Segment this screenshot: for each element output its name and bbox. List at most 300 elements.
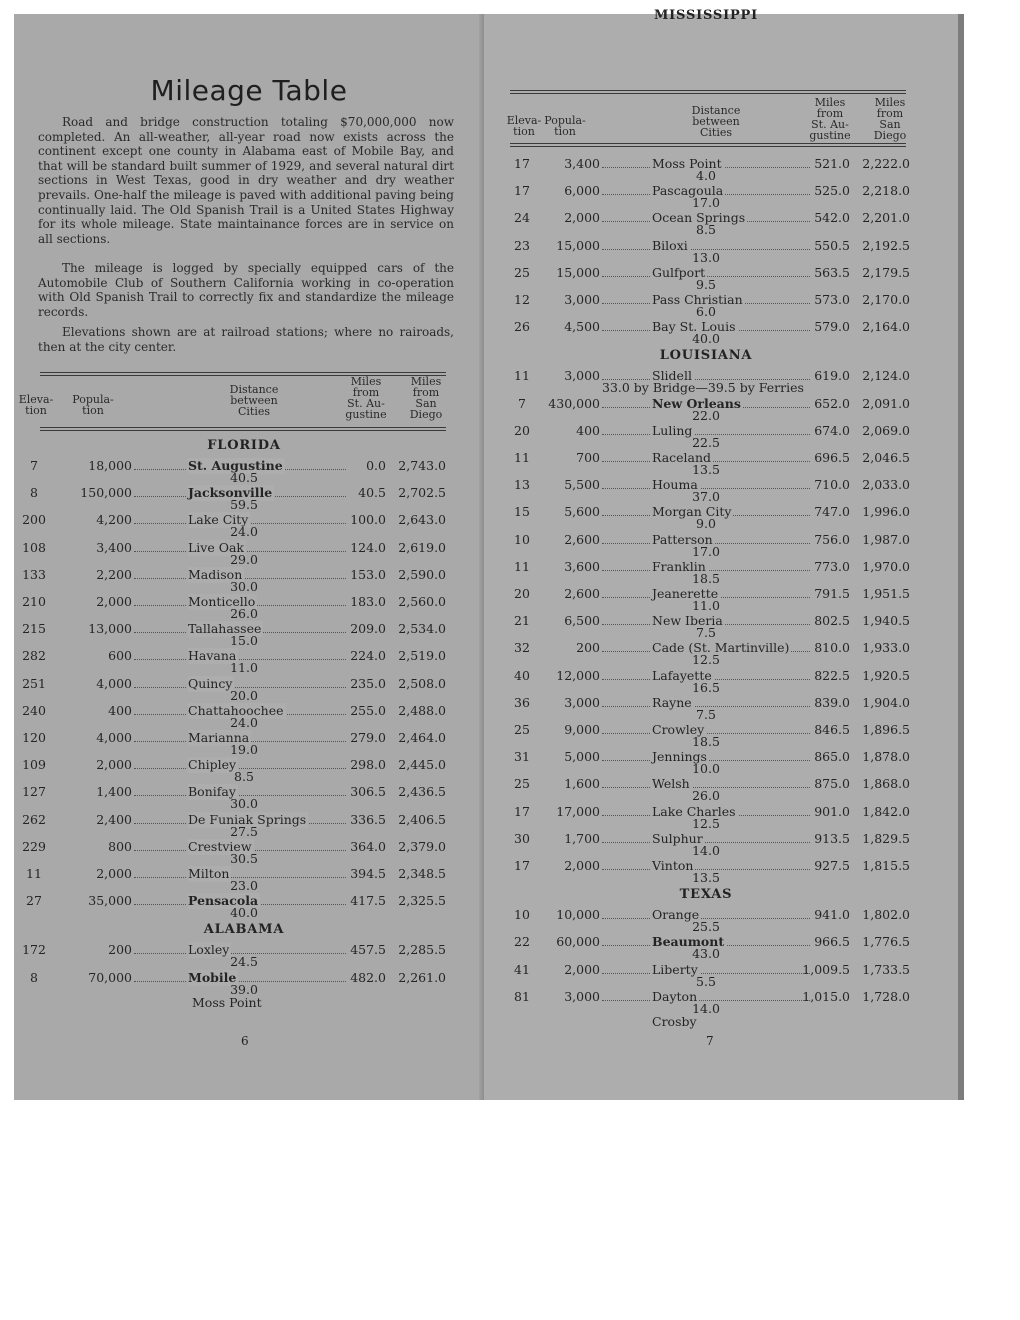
elevation-cell: 11 (26, 866, 42, 881)
population-cell: 3,000 (564, 694, 600, 710)
population-leader (602, 651, 650, 652)
elevation-cell: 240 (22, 702, 46, 718)
distance-between-cities: 17.0 (692, 543, 720, 559)
miles-from-st-augustine-cell: 298.0 (350, 757, 386, 773)
distance-between-cities: 30.5 (230, 850, 258, 866)
distance-between-cities: 12.5 (692, 815, 720, 831)
population-leader (602, 597, 650, 598)
miles-from-san-diego-cell: 2,325.5 (398, 893, 446, 909)
elevation-cell: 25 (514, 776, 530, 792)
state-heading-louisiana: LOUISIANA (659, 348, 753, 364)
elevation-cell: 7 (518, 395, 526, 411)
population-leader (602, 407, 650, 408)
population-cell: 1,600 (564, 776, 600, 792)
miles-from-st-augustine-cell: 1,009.5 (802, 961, 850, 977)
elevation-cell: 23 (514, 237, 530, 253)
elevation-cell: 17 (514, 803, 530, 819)
miles-from-st-augustine-cell: 255.0 (350, 702, 386, 718)
population-leader (134, 850, 186, 851)
population-cell: 3,000 (564, 988, 600, 1004)
population-cell: 4,000 (96, 730, 132, 745)
distance-between-cities: 30.0 (230, 796, 258, 812)
logging-paragraph: The mileage is logged by specially equipped cars of the Automobile Club of Southern California working in co-operation with Old Spanish Trail to correctly fix and standardize the mileage records. (38, 261, 454, 319)
population-leader (602, 276, 650, 277)
distance-between-cities: 20.0 (230, 687, 258, 703)
miles-from-san-diego-cell: 2,488.0 (398, 702, 446, 718)
miles-from-st-augustine-cell: 550.5 (814, 237, 850, 253)
distance-between-cities: 22.0 (692, 407, 720, 423)
distance-between-cities: 11.0 (230, 660, 258, 676)
header-distance: Distance between Cities (691, 104, 741, 139)
population-leader (602, 973, 650, 974)
city-name-cell: Lake City (188, 512, 249, 528)
miles-from-st-augustine-cell: 153.0 (350, 566, 386, 582)
city-name-cell: Houma (652, 477, 698, 493)
elevation-cell: 11 (514, 450, 530, 465)
population-leader (602, 815, 650, 816)
miles-from-st-augustine-cell: 336.5 (350, 811, 386, 827)
miles-from-san-diego-cell: 1,996.0 (862, 504, 910, 520)
population-cell: 5,500 (564, 477, 600, 493)
miles-from-st-augustine-cell: 710.0 (814, 477, 850, 493)
elevation-cell: 30 (514, 830, 530, 846)
elevation-cell: 24 (514, 210, 530, 226)
population-leader (602, 760, 650, 761)
header-miles-san-diego: Miles from San Diego (409, 375, 443, 421)
elevation-cell: 31 (514, 749, 530, 765)
miles-from-st-augustine-cell: 235.0 (350, 675, 386, 691)
miles-from-san-diego-cell: 2,179.5 (862, 264, 910, 280)
miles-from-san-diego-cell: 1,733.5 (862, 961, 910, 977)
elevation-cell: 215 (22, 621, 46, 637)
population-leader (602, 570, 650, 571)
elevation-note: Elevations shown are at railroad stations; where no rairoads, then at the city center. (38, 325, 454, 354)
population-cell: 2,600 (564, 531, 600, 547)
city-name-cell: Morgan City (652, 504, 732, 520)
city-name-cell: Rayne (652, 694, 692, 710)
miles-from-st-augustine-cell: 482.0 (350, 969, 386, 985)
miles-from-st-augustine-cell: 0.0 (366, 458, 386, 473)
city-name-cell: Biloxi (652, 237, 688, 253)
header-rule-top-2 (510, 93, 906, 94)
miles-from-st-augustine-cell: 100.0 (350, 512, 386, 528)
population-cell: 700 (576, 450, 600, 465)
elevation-cell: 41 (514, 961, 530, 977)
miles-from-san-diego-cell: 2,619.0 (398, 539, 446, 555)
miles-from-st-augustine-cell: 542.0 (814, 210, 850, 226)
distance-between-cities: 43.0 (692, 946, 720, 962)
city-name-cell: Pensacola (188, 893, 259, 909)
elevation-cell: 8 (30, 969, 38, 985)
distance-between-cities: 8.5 (234, 769, 254, 785)
population-cell: 60,000 (556, 934, 600, 950)
distance-between-cities: 10.0 (692, 761, 720, 777)
city-name-cell: Pass Christian (652, 292, 743, 307)
city-name-cell: Raceland (652, 450, 712, 465)
page-number-right: 7 (706, 1034, 714, 1048)
city-name-cell: Gulfport (652, 264, 706, 280)
population-leader (602, 194, 650, 195)
miles-from-san-diego-cell: 2,046.5 (862, 450, 910, 465)
miles-from-san-diego-cell: 2,508.0 (398, 675, 446, 691)
city-name-cell: Crowley (652, 722, 705, 737)
city-name-cell: Jacksonville (188, 485, 273, 501)
city-name-cell: Patterson (652, 531, 713, 547)
population-leader (602, 918, 650, 919)
population-leader (134, 953, 186, 954)
population-leader (602, 842, 650, 843)
miles-from-st-augustine-cell: 696.5 (814, 450, 850, 465)
header-rule-bottom-2 (40, 430, 446, 431)
population-cell: 400 (108, 702, 132, 718)
miles-from-st-augustine-cell: 525.0 (814, 183, 850, 199)
elevation-cell: 25 (514, 722, 530, 737)
population-leader (134, 687, 186, 688)
city-name-cell: Tallahassee (188, 621, 262, 637)
distance-note: 33.0 by Bridge—39.5 by Ferries (602, 380, 804, 396)
elevation-cell: 120 (22, 730, 46, 745)
header-miles-st-augustine: Miles from St. Au- gustine (809, 96, 851, 142)
miles-from-san-diego-cell: 1,728.0 (862, 988, 910, 1004)
distance-between-cities: 16.5 (692, 679, 720, 695)
city-name-cell: Havana (188, 648, 237, 664)
city-name-cell: Welsh (652, 776, 690, 792)
population-cell: 600 (108, 648, 132, 664)
distance-between-cities: 11.0 (692, 598, 720, 613)
distance-between-cities: 40.0 (692, 331, 720, 347)
population-cell: 4,500 (564, 319, 600, 335)
city-name-cell: Milton (188, 866, 230, 881)
population-leader (602, 249, 650, 250)
elevation-cell: 7 (30, 458, 38, 473)
population-cell: 12,000 (556, 667, 600, 683)
distance-between-cities: 6.0 (696, 304, 716, 319)
population-leader (602, 303, 650, 304)
elevation-cell: 11 (514, 368, 530, 384)
miles-from-san-diego-cell: 2,218.0 (862, 183, 910, 199)
city-name-cell: De Funiak Springs (188, 811, 307, 827)
miles-from-st-augustine-cell: 40.5 (358, 485, 386, 501)
miles-from-san-diego-cell: 2,519.0 (398, 648, 446, 664)
miles-from-st-augustine-cell: 417.5 (350, 893, 386, 909)
miles-from-st-augustine-cell: 124.0 (350, 539, 386, 555)
population-leader (134, 714, 186, 715)
elevation-cell: 27 (26, 893, 42, 909)
population-leader (134, 578, 186, 579)
city-name-cell: Sulphur (652, 830, 703, 846)
miles-from-san-diego-cell: 1,940.5 (862, 613, 910, 629)
population-leader (134, 523, 186, 524)
miles-from-st-augustine-cell: 457.5 (350, 942, 386, 958)
city-name-cell: Marianna (188, 730, 250, 745)
city-name-cell: Jennings (652, 749, 707, 765)
header-distance: Distance between Cities (229, 383, 279, 418)
state-heading-florida: FLORIDA (207, 438, 281, 453)
elevation-cell: 26 (514, 319, 530, 335)
elevation-cell: 17 (514, 156, 530, 171)
miles-from-st-augustine-cell: 941.0 (814, 907, 850, 923)
population-cell: 9,000 (564, 722, 600, 737)
population-leader (134, 823, 186, 824)
distance-between-cities: 23.0 (230, 878, 258, 893)
header-rule-bottom (40, 427, 446, 428)
population-leader (602, 733, 650, 734)
population-leader (602, 679, 650, 680)
miles-from-san-diego-cell: 2,091.0 (862, 395, 910, 411)
distance-between-cities: 59.5 (230, 497, 258, 513)
miles-from-san-diego-cell: 1,802.0 (862, 907, 910, 923)
city-name-cell: Lake Charles (652, 803, 736, 819)
page-edge (958, 14, 964, 1100)
elevation-cell: 22 (514, 934, 530, 950)
intro-paragraph: Road and bridge construction totaling $70,000,000 now completed. An all-weather, all-year road now exists across the continent except one county in Alabama east of Mobile Bay, and that will be standard built summer of 1929, and several natural dirt sections in West Texas, good in dry weather and dry weather prevails. One-half the mileage is paved with additional paving being continually laid. The Old Spanish Trail is a United States Highway for its whole mileage. State maintainance forces are in service on all sections. (38, 115, 454, 246)
population-leader (602, 488, 650, 489)
city-name-cell: Luling (652, 422, 693, 438)
miles-from-san-diego-cell: 1,776.5 (862, 934, 910, 950)
city-name-cell: Jeanerette (652, 586, 719, 601)
city-name-cell: Chipley (188, 757, 237, 773)
header-rule-bottom-2 (510, 146, 906, 147)
population-cell: 5,000 (564, 749, 600, 765)
elevation-cell: 17 (514, 858, 530, 873)
miles-from-san-diego-cell: 1,920.5 (862, 667, 910, 683)
city-name-cell: Live Oak (188, 539, 245, 555)
population-cell: 430,000 (548, 395, 600, 411)
city-name-cell: Mobile (188, 969, 237, 985)
state-heading-texas: TEXAS (679, 887, 733, 903)
population-cell: 5,600 (564, 504, 600, 520)
population-leader (134, 877, 186, 878)
population-leader (602, 515, 650, 516)
elevation-cell: 21 (514, 613, 530, 629)
miles-from-san-diego-cell: 2,222.0 (862, 156, 910, 171)
population-leader (602, 1000, 650, 1001)
miles-from-st-augustine-cell: 791.5 (814, 586, 850, 601)
elevation-cell: 229 (22, 838, 46, 854)
population-cell: 13,000 (88, 621, 132, 637)
miles-from-san-diego-cell: 2,560.0 (398, 594, 446, 609)
miles-from-san-diego-cell: 1,933.0 (862, 640, 910, 656)
elevation-cell: 20 (514, 422, 530, 438)
city-name-cell: Liberty (652, 961, 698, 977)
miles-from-san-diego-cell: 1,896.5 (862, 722, 910, 737)
miles-from-san-diego-cell: 1,987.0 (862, 531, 910, 547)
distance-between-cities: 26.0 (692, 788, 720, 804)
city-name-cell: Chattahoochee (188, 702, 284, 718)
miles-from-san-diego-cell: 2,445.0 (398, 757, 446, 773)
distance-between-cities: 39.0 (230, 981, 258, 997)
miles-from-st-augustine-cell: 839.0 (814, 694, 850, 710)
city-name-cell: Vinton (652, 858, 694, 873)
population-cell: 6,500 (564, 613, 600, 629)
miles-from-san-diego-cell: 2,192.5 (862, 237, 910, 253)
city-name-cell: Lafayette (652, 667, 712, 683)
city-name-cell: Cade (St. Martinville) (652, 640, 790, 656)
city-name-cell: Crestview (188, 838, 252, 854)
miles-from-st-augustine-cell: 306.5 (350, 784, 386, 800)
miles-from-st-augustine-cell: 875.0 (814, 776, 850, 792)
miles-from-san-diego-cell: 2,702.5 (398, 485, 446, 501)
miles-from-st-augustine-cell: 901.0 (814, 803, 850, 819)
city-name-cell: Ocean Springs (652, 210, 746, 226)
population-cell: 2,000 (564, 858, 600, 873)
miles-from-st-augustine-cell: 747.0 (814, 504, 850, 520)
miles-from-st-augustine-cell: 573.0 (814, 292, 850, 307)
city-name-cell: Quincy (188, 675, 233, 691)
population-cell: 2,600 (564, 586, 600, 601)
population-cell: 200 (576, 640, 600, 656)
distance-between-cities: 9.5 (696, 276, 716, 292)
miles-from-st-augustine-cell: 674.0 (814, 422, 850, 438)
population-cell: 18,000 (88, 458, 132, 473)
page-title: Mileage Table (150, 74, 348, 107)
population-cell: 6,000 (564, 183, 600, 199)
population-leader (134, 469, 186, 470)
elevation-cell: 210 (22, 594, 46, 609)
header-rule-top (40, 372, 446, 373)
population-cell: 3,600 (564, 558, 600, 574)
elevation-cell: 172 (22, 942, 46, 958)
miles-from-san-diego-cell: 2,348.5 (398, 866, 446, 881)
population-cell: 2,000 (564, 961, 600, 977)
city-name-cell: Orange (652, 907, 700, 923)
population-leader (134, 795, 186, 796)
next-city-label: Moss Point (192, 994, 262, 1010)
miles-from-san-diego-cell: 2,379.0 (398, 838, 446, 854)
city-name-cell: St. Augustine (188, 458, 283, 473)
city-name-cell: Moss Point (652, 156, 722, 171)
miles-from-st-augustine-cell: 394.5 (350, 866, 386, 881)
city-name-cell: Franklin (652, 558, 706, 574)
miles-from-st-augustine-cell: 756.0 (814, 531, 850, 547)
elevation-cell: 282 (22, 648, 46, 664)
elevation-cell: 17 (514, 183, 530, 199)
population-cell: 17,000 (556, 803, 600, 819)
elevation-cell: 11 (514, 558, 530, 574)
distance-between-cities: 13.5 (692, 462, 720, 477)
miles-from-st-augustine-cell: 822.5 (814, 667, 850, 683)
right-page (484, 8, 964, 1100)
elevation-cell: 36 (514, 694, 530, 710)
next-city-label: Crosby (652, 1014, 697, 1029)
distance-between-cities: 37.0 (692, 489, 720, 505)
distance-between-cities: 24.0 (230, 524, 258, 540)
state-heading-alabama: ALABAMA (203, 922, 285, 938)
population-leader (134, 768, 186, 769)
elevation-cell: 251 (22, 675, 46, 691)
distance-between-cities: 15.0 (230, 633, 258, 649)
population-cell: 3,400 (564, 156, 600, 171)
miles-from-san-diego-cell: 2,069.0 (862, 422, 910, 438)
population-cell: 1,400 (96, 784, 132, 800)
population-cell: 3,000 (564, 292, 600, 307)
population-cell: 70,000 (88, 969, 132, 985)
miles-from-st-augustine-cell: 209.0 (350, 621, 386, 637)
population-cell: 150,000 (80, 485, 132, 501)
header-rule-top (510, 90, 906, 91)
miles-from-san-diego-cell: 1,842.0 (862, 803, 910, 819)
city-name-cell: Slidell (652, 368, 692, 384)
distance-between-cities: 19.0 (230, 742, 258, 757)
population-cell: 2,200 (96, 566, 132, 582)
population-leader (134, 496, 186, 497)
header-population: Popula- tion (544, 114, 586, 138)
population-cell: 2,400 (96, 811, 132, 827)
elevation-cell: 262 (22, 811, 46, 827)
population-leader (602, 543, 650, 544)
miles-from-san-diego-cell: 2,464.0 (398, 730, 446, 745)
miles-from-san-diego-cell: 2,124.0 (862, 368, 910, 384)
miles-from-st-augustine-cell: 966.5 (814, 934, 850, 950)
population-leader (134, 981, 186, 982)
miles-from-san-diego-cell: 2,743.0 (398, 458, 446, 473)
elevation-cell: 15 (514, 504, 530, 520)
elevation-cell: 25 (514, 264, 530, 280)
population-cell: 3,000 (564, 368, 600, 384)
distance-between-cities: 40.5 (230, 470, 258, 485)
miles-from-st-augustine-cell: 521.0 (814, 156, 850, 171)
population-leader (134, 659, 186, 660)
elevation-cell: 10 (514, 907, 530, 923)
population-leader (134, 551, 186, 552)
distance-between-cities: 26.0 (230, 606, 258, 621)
miles-from-san-diego-cell: 2,534.0 (398, 621, 446, 637)
population-cell: 2,000 (96, 757, 132, 773)
header-elevation: Eleva- tion (506, 114, 542, 138)
miles-from-st-augustine-cell: 1,015.0 (802, 988, 850, 1004)
population-cell: 400 (576, 422, 600, 438)
population-cell: 4,200 (96, 512, 132, 528)
state-heading-mississippi: MISSISSIPPI (653, 8, 759, 23)
miles-from-st-augustine-cell: 846.5 (814, 722, 850, 737)
elevation-cell: 109 (22, 757, 46, 773)
miles-from-st-augustine-cell: 865.0 (814, 749, 850, 765)
population-cell: 200 (108, 942, 132, 958)
miles-from-san-diego-cell: 2,261.0 (398, 969, 446, 985)
header-rule-bottom (510, 143, 906, 144)
miles-from-st-augustine-cell: 810.0 (814, 640, 850, 656)
population-leader (134, 741, 186, 742)
distance-between-cities: 7.5 (696, 706, 716, 722)
population-leader (602, 869, 650, 870)
population-cell: 15,000 (556, 237, 600, 253)
elevation-cell: 108 (22, 539, 46, 555)
miles-from-st-augustine-cell: 183.0 (350, 594, 386, 609)
miles-from-san-diego-cell: 1,868.0 (862, 776, 910, 792)
miles-from-st-augustine-cell: 802.5 (814, 613, 850, 629)
population-leader (602, 624, 650, 625)
elevation-cell: 40 (514, 667, 530, 683)
distance-between-cities: 18.5 (692, 734, 720, 749)
miles-from-san-diego-cell: 2,643.0 (398, 512, 446, 528)
population-cell: 10,000 (556, 907, 600, 923)
elevation-cell: 32 (514, 640, 530, 656)
population-leader (602, 167, 650, 168)
distance-between-cities: 4.0 (696, 168, 716, 183)
population-cell: 2,000 (96, 866, 132, 881)
city-name-cell: Bonifay (188, 784, 236, 800)
distance-between-cities: 7.5 (696, 625, 716, 641)
population-leader (134, 632, 186, 633)
miles-from-san-diego-cell: 1,829.5 (862, 830, 910, 846)
city-name-cell: Beaumont (652, 934, 725, 950)
population-cell: 2,000 (96, 594, 132, 609)
distance-between-cities: 14.0 (692, 1000, 720, 1016)
left-page (14, 14, 484, 1100)
population-cell: 3,400 (96, 539, 132, 555)
miles-from-san-diego-cell: 1,815.5 (862, 858, 910, 873)
miles-from-san-diego-cell: 1,951.5 (862, 586, 910, 601)
